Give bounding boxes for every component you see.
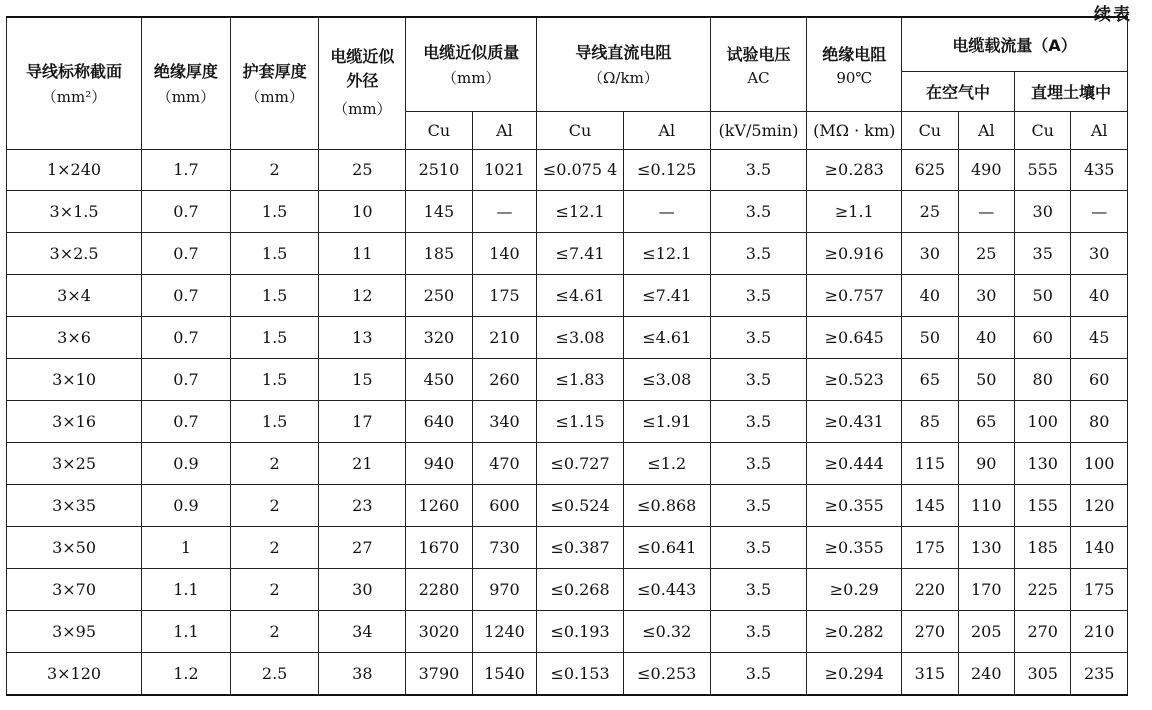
cell-res-cu: ≤0.524	[537, 484, 624, 526]
header-in-soil: 直埋土壤中	[1015, 71, 1128, 111]
cell-section: 3×16	[7, 400, 142, 442]
cell-section: 3×25	[7, 442, 142, 484]
cell-air-cu: 625	[902, 149, 958, 190]
cell-sheath: 1.5	[230, 358, 319, 400]
cell-soil-al: 235	[1071, 652, 1128, 695]
cell-ins: 0.7	[142, 190, 231, 232]
cell-res-cu: ≤0.075 4	[537, 149, 624, 190]
header-mass-cu: Cu	[406, 111, 473, 149]
header-air-cu: Cu	[902, 111, 958, 149]
cell-mass-al: 1240	[472, 610, 537, 652]
cell-air-cu: 85	[902, 400, 958, 442]
header-soil-al: Al	[1071, 111, 1128, 149]
cell-air-al: 50	[958, 358, 1014, 400]
cell-soil-cu: 225	[1015, 568, 1071, 610]
cell-ins: 0.9	[142, 442, 231, 484]
cell-air-cu: 25	[902, 190, 958, 232]
cell-soil-al: 80	[1071, 400, 1128, 442]
cell-section: 3×35	[7, 484, 142, 526]
cell-mass-cu: 450	[406, 358, 473, 400]
header-insulation-thickness: 绝缘厚度 （mm）	[142, 17, 231, 149]
table-row	[7, 526, 1128, 568]
table-row	[7, 190, 1128, 232]
cell-soil-cu: 30	[1015, 190, 1071, 232]
cell-res-cu: ≤7.41	[537, 232, 624, 274]
cell-soil-al: 100	[1071, 442, 1128, 484]
cell-mass-cu: 3790	[406, 652, 473, 695]
cell-res-cu: ≤1.15	[537, 400, 624, 442]
header-ampacity: 电缆载流量（A）	[902, 17, 1128, 71]
cell-res-cu: ≤0.153	[537, 652, 624, 695]
cell-volt: 3.5	[710, 484, 807, 526]
cell-dia: 21	[319, 442, 406, 484]
cell-air-cu: 145	[902, 484, 958, 526]
cell-res-cu: ≤0.387	[537, 526, 624, 568]
cell-ins: 1.1	[142, 610, 231, 652]
cell-ins: 0.7	[142, 400, 231, 442]
cell-mass-al: 1021	[472, 149, 537, 190]
cell-section: 3×120	[7, 652, 142, 695]
cell-mass-cu: 250	[406, 274, 473, 316]
header-insul-res-unit: (MΩ · km)	[807, 111, 902, 149]
cell-soil-al: 435	[1071, 149, 1128, 190]
cell-res-cu: ≤0.193	[537, 610, 624, 652]
cell-mass-cu: 2280	[406, 568, 473, 610]
cell-res-al: ≤12.1	[623, 232, 710, 274]
cell-soil-al: 45	[1071, 316, 1128, 358]
cell-mass-cu: 185	[406, 232, 473, 274]
header-air-al: Al	[958, 111, 1014, 149]
table-row	[7, 149, 1128, 190]
cell-ir: ≥0.916	[807, 232, 902, 274]
cell-sheath: 2.5	[230, 652, 319, 695]
cell-ir: ≥0.757	[807, 274, 902, 316]
cell-section: 3×70	[7, 568, 142, 610]
cell-res-al: ≤0.32	[623, 610, 710, 652]
cell-dia: 25	[319, 149, 406, 190]
cell-sheath: 1.5	[230, 400, 319, 442]
cell-mass-al: 210	[472, 316, 537, 358]
cell-res-cu: ≤12.1	[537, 190, 624, 232]
table-row	[7, 400, 1128, 442]
cell-volt: 3.5	[710, 442, 807, 484]
cell-res-al: —	[623, 190, 710, 232]
header-soil-cu: Cu	[1015, 111, 1071, 149]
cell-air-cu: 115	[902, 442, 958, 484]
cable-spec-table	[6, 16, 1128, 696]
cell-res-al: ≤4.61	[623, 316, 710, 358]
cell-volt: 3.5	[710, 190, 807, 232]
cell-volt: 3.5	[710, 652, 807, 695]
header-insulation-resistance: 绝缘电阻 90℃	[807, 17, 902, 111]
cell-volt: 3.5	[710, 358, 807, 400]
cell-soil-al: —	[1071, 190, 1128, 232]
cell-mass-cu: 940	[406, 442, 473, 484]
cell-soil-cu: 185	[1015, 526, 1071, 568]
cell-mass-al: 600	[472, 484, 537, 526]
header-res-cu: Cu	[537, 111, 624, 149]
cell-mass-al: 340	[472, 400, 537, 442]
cell-air-al: 490	[958, 149, 1014, 190]
cell-ir: ≥0.523	[807, 358, 902, 400]
cell-soil-al: 60	[1071, 358, 1128, 400]
cell-dia: 34	[319, 610, 406, 652]
cell-mass-cu: 1260	[406, 484, 473, 526]
cell-dia: 27	[319, 526, 406, 568]
cell-ir: ≥0.294	[807, 652, 902, 695]
cell-res-cu: ≤3.08	[537, 316, 624, 358]
cell-ir: ≥0.444	[807, 442, 902, 484]
cell-res-al: ≤0.443	[623, 568, 710, 610]
cell-res-cu: ≤0.268	[537, 568, 624, 610]
header-mass-al: Al	[472, 111, 537, 149]
cell-res-al: ≤1.2	[623, 442, 710, 484]
cell-ins: 0.9	[142, 484, 231, 526]
cell-mass-al: 260	[472, 358, 537, 400]
cell-sheath: 2	[230, 526, 319, 568]
cell-ir: ≥0.431	[807, 400, 902, 442]
cell-volt: 3.5	[710, 232, 807, 274]
cell-res-al: ≤0.253	[623, 652, 710, 695]
table-row	[7, 316, 1128, 358]
cell-section: 1×240	[7, 149, 142, 190]
cell-sheath: 1.5	[230, 316, 319, 358]
cell-soil-cu: 60	[1015, 316, 1071, 358]
cell-soil-cu: 80	[1015, 358, 1071, 400]
cell-soil-al: 120	[1071, 484, 1128, 526]
table-row	[7, 232, 1128, 274]
cell-soil-al: 175	[1071, 568, 1128, 610]
table-row	[7, 568, 1128, 610]
cell-mass-cu: 145	[406, 190, 473, 232]
cell-air-cu: 315	[902, 652, 958, 695]
cell-res-al: ≤0.641	[623, 526, 710, 568]
table-row	[7, 610, 1128, 652]
cell-sheath: 2	[230, 149, 319, 190]
header-sheath-thickness: 护套厚度 （mm）	[230, 17, 319, 149]
cell-dia: 15	[319, 358, 406, 400]
cell-sheath: 2	[230, 568, 319, 610]
cell-ir: ≥0.29	[807, 568, 902, 610]
cell-section: 3×4	[7, 274, 142, 316]
cell-res-cu: ≤4.61	[537, 274, 624, 316]
cell-soil-cu: 50	[1015, 274, 1071, 316]
cell-volt: 3.5	[710, 568, 807, 610]
cell-ins: 1.2	[142, 652, 231, 695]
cell-section: 3×95	[7, 610, 142, 652]
cell-sheath: 1.5	[230, 274, 319, 316]
header-test-voltage: 试验电压 AC	[710, 17, 807, 111]
cell-sheath: 2	[230, 484, 319, 526]
cell-dia: 23	[319, 484, 406, 526]
cell-mass-cu: 1670	[406, 526, 473, 568]
cell-air-al: 25	[958, 232, 1014, 274]
cell-volt: 3.5	[710, 316, 807, 358]
cell-air-cu: 50	[902, 316, 958, 358]
cell-air-cu: 40	[902, 274, 958, 316]
cell-volt: 3.5	[710, 610, 807, 652]
header-row-1	[7, 17, 1128, 71]
cell-air-al: 170	[958, 568, 1014, 610]
cell-section: 3×6	[7, 316, 142, 358]
header-dc-resistance: 导线直流电阻 （Ω/km）	[537, 17, 710, 111]
cell-mass-al: 730	[472, 526, 537, 568]
header-voltage-unit: (kV/5min)	[710, 111, 807, 149]
cell-air-al: 110	[958, 484, 1014, 526]
cell-volt: 3.5	[710, 274, 807, 316]
table-row	[7, 652, 1128, 695]
cell-ins: 1.7	[142, 149, 231, 190]
table-continued-caption: 续表	[1094, 5, 1132, 25]
table-body	[7, 149, 1128, 695]
cell-air-cu: 30	[902, 232, 958, 274]
cell-ir: ≥1.1	[807, 190, 902, 232]
table-row	[7, 484, 1128, 526]
cell-soil-cu: 270	[1015, 610, 1071, 652]
cell-soil-cu: 155	[1015, 484, 1071, 526]
cell-res-cu: ≤1.83	[537, 358, 624, 400]
header-in-air: 在空气中	[902, 71, 1015, 111]
cell-air-al: 30	[958, 274, 1014, 316]
cell-res-al: ≤1.91	[623, 400, 710, 442]
cell-res-al: ≤0.868	[623, 484, 710, 526]
cell-soil-al: 140	[1071, 526, 1128, 568]
cell-dia: 12	[319, 274, 406, 316]
cell-section: 3×10	[7, 358, 142, 400]
cell-ir: ≥0.355	[807, 484, 902, 526]
header-approx-mass: 电缆近似质量 （mm）	[406, 17, 537, 111]
cell-air-al: —	[958, 190, 1014, 232]
cell-volt: 3.5	[710, 400, 807, 442]
cell-ins: 1	[142, 526, 231, 568]
cell-air-al: 65	[958, 400, 1014, 442]
cell-mass-cu: 320	[406, 316, 473, 358]
cell-soil-cu: 35	[1015, 232, 1071, 274]
cell-sheath: 1.5	[230, 232, 319, 274]
cell-sheath: 2	[230, 610, 319, 652]
cell-ins: 0.7	[142, 232, 231, 274]
cell-soil-cu: 130	[1015, 442, 1071, 484]
cell-soil-al: 30	[1071, 232, 1128, 274]
cell-section: 3×1.5	[7, 190, 142, 232]
cell-dia: 11	[319, 232, 406, 274]
table-row	[7, 358, 1128, 400]
cell-mass-cu: 3020	[406, 610, 473, 652]
cell-soil-cu: 555	[1015, 149, 1071, 190]
cell-air-cu: 175	[902, 526, 958, 568]
cell-sheath: 2	[230, 442, 319, 484]
cell-volt: 3.5	[710, 149, 807, 190]
cell-ins: 0.7	[142, 274, 231, 316]
cell-ir: ≥0.645	[807, 316, 902, 358]
cell-section: 3×50	[7, 526, 142, 568]
header-cross-section: 导线标称截面 （mm²）	[7, 17, 142, 149]
cell-air-al: 130	[958, 526, 1014, 568]
cell-air-al: 240	[958, 652, 1014, 695]
cell-air-cu: 270	[902, 610, 958, 652]
header-outer-diameter: 电缆近似 外径 （mm）	[319, 17, 406, 149]
cell-res-al: ≤7.41	[623, 274, 710, 316]
cell-volt: 3.5	[710, 526, 807, 568]
cell-ins: 0.7	[142, 316, 231, 358]
header-res-al: Al	[623, 111, 710, 149]
cell-section: 3×2.5	[7, 232, 142, 274]
cell-air-cu: 220	[902, 568, 958, 610]
cell-mass-cu: 2510	[406, 149, 473, 190]
cell-soil-al: 210	[1071, 610, 1128, 652]
cell-res-al: ≤3.08	[623, 358, 710, 400]
cell-air-al: 40	[958, 316, 1014, 358]
cell-soil-cu: 305	[1015, 652, 1071, 695]
cell-air-cu: 65	[902, 358, 958, 400]
cell-ins: 0.7	[142, 358, 231, 400]
cell-dia: 38	[319, 652, 406, 695]
cell-ins: 1.1	[142, 568, 231, 610]
cell-ir: ≥0.282	[807, 610, 902, 652]
table-row	[7, 442, 1128, 484]
cell-ir: ≥0.283	[807, 149, 902, 190]
cell-dia: 30	[319, 568, 406, 610]
cell-mass-al: —	[472, 190, 537, 232]
cell-soil-al: 40	[1071, 274, 1128, 316]
cell-res-cu: ≤0.727	[537, 442, 624, 484]
cell-mass-cu: 640	[406, 400, 473, 442]
table-row	[7, 274, 1128, 316]
cell-mass-al: 470	[472, 442, 537, 484]
cell-air-al: 90	[958, 442, 1014, 484]
cell-mass-al: 970	[472, 568, 537, 610]
cell-res-al: ≤0.125	[623, 149, 710, 190]
cell-sheath: 1.5	[230, 190, 319, 232]
cell-dia: 17	[319, 400, 406, 442]
cell-dia: 10	[319, 190, 406, 232]
cell-air-al: 205	[958, 610, 1014, 652]
cell-dia: 13	[319, 316, 406, 358]
cell-mass-al: 175	[472, 274, 537, 316]
cell-mass-al: 140	[472, 232, 537, 274]
cell-ir: ≥0.355	[807, 526, 902, 568]
cell-mass-al: 1540	[472, 652, 537, 695]
cell-soil-cu: 100	[1015, 400, 1071, 442]
